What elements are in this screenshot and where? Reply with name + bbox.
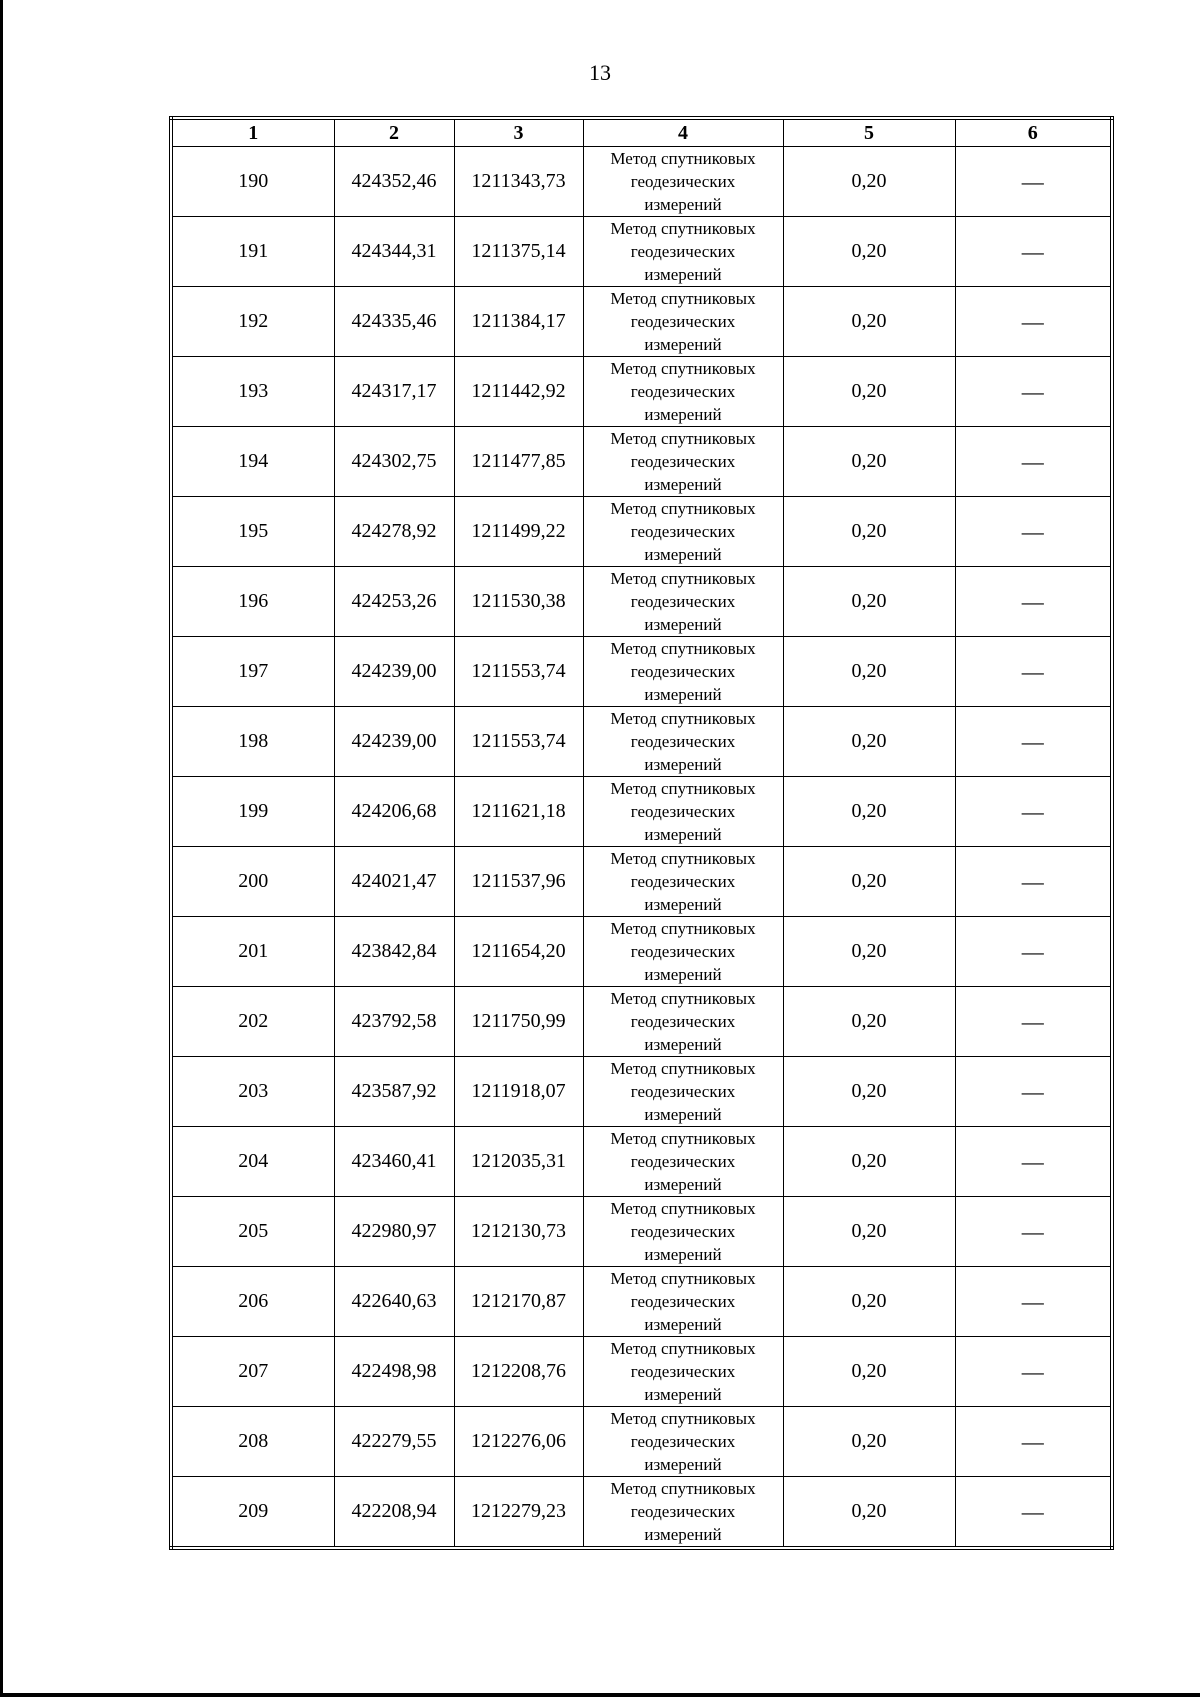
accuracy-cell: 0,20 [783,917,955,987]
method-cell [583,1197,783,1267]
accuracy-cell: 0,20 [783,1197,955,1267]
method-line: геодезических [630,592,736,611]
y-coordinate-cell: 1212130,73 [454,1197,583,1267]
x-coordinate-cell: 423587,92 [334,1057,454,1127]
method-cell [583,1477,783,1549]
accuracy-cell: 0,20 [783,1267,955,1337]
page-number: 13 [589,60,611,85]
y-coordinate-cell: 1211918,07 [454,1057,583,1127]
column-header-6: 6 [955,118,1112,147]
point-number-cell: 194 [171,427,334,497]
point-number-cell: 206 [171,1267,334,1337]
x-coordinate-cell: 424239,00 [334,707,454,777]
x-coordinate-cell: 424239,00 [334,637,454,707]
y-coordinate-cell: 1211384,17 [454,287,583,357]
accuracy-cell: 0,20 [783,427,955,497]
y-coordinate-cell: 1211499,22 [454,497,583,567]
point-number-cell: 197 [171,637,334,707]
x-coordinate-cell: 424206,68 [334,777,454,847]
method-line: Метод спутниковых [610,779,756,798]
method-line: геодезических [630,242,736,261]
table-row [171,637,1112,707]
method-line: геодезических [630,1152,736,1171]
method-cell [583,1267,783,1337]
method-line: измерений [644,965,722,984]
method-line: геодезических [630,802,736,821]
x-coordinate-cell: 423842,84 [334,917,454,987]
x-coordinate-cell: 424302,75 [334,427,454,497]
method-line: геодезических [630,1082,736,1101]
note-cell: — [955,1197,1112,1267]
method-cell [583,637,783,707]
column-header-5: 5 [783,118,955,147]
table-header-row [171,118,1112,147]
method-cell [583,147,783,217]
method-line: измерений [644,1175,722,1194]
table-row [171,987,1112,1057]
method-cell [583,1407,783,1477]
method-line: Метод спутниковых [610,1199,756,1218]
note-cell: — [955,1477,1112,1549]
table-row [171,497,1112,567]
method-line: измерений [644,1105,722,1124]
method-line: Метод спутниковых [610,1339,756,1358]
accuracy-cell: 0,20 [783,497,955,567]
y-coordinate-cell: 1211750,99 [454,987,583,1057]
method-line: измерений [644,685,722,704]
accuracy-cell: 0,20 [783,1127,955,1197]
method-line: измерений [644,755,722,774]
method-cell [583,847,783,917]
method-line: Метод спутниковых [610,1059,756,1078]
method-cell [583,917,783,987]
table-row [171,707,1112,777]
note-cell: — [955,1127,1112,1197]
table-row [171,1197,1112,1267]
point-number-cell: 209 [171,1477,334,1549]
point-number-cell: 196 [171,567,334,637]
note-cell: — [955,847,1112,917]
point-number-cell: 200 [171,847,334,917]
y-coordinate-cell: 1212279,23 [454,1477,583,1549]
note-cell: — [955,987,1112,1057]
table-row [171,917,1112,987]
method-line: геодезических [630,732,736,751]
point-number-cell: 202 [171,987,334,1057]
method-line: геодезических [630,172,736,191]
y-coordinate-cell: 1212170,87 [454,1267,583,1337]
table-row [171,427,1112,497]
method-cell [583,217,783,287]
method-line: Метод спутниковых [610,569,756,588]
x-coordinate-cell: 424335,46 [334,287,454,357]
method-cell [583,1057,783,1127]
method-line: геодезических [630,1222,736,1241]
accuracy-cell: 0,20 [783,847,955,917]
point-number-cell: 204 [171,1127,334,1197]
note-cell: — [955,1267,1112,1337]
method-cell [583,1127,783,1197]
column-header-3: 3 [454,118,583,147]
x-coordinate-cell: 424021,47 [334,847,454,917]
method-line: измерений [644,1245,722,1264]
note-cell: — [955,567,1112,637]
method-line: измерений [644,825,722,844]
x-coordinate-cell: 422640,63 [334,1267,454,1337]
table-row [171,287,1112,357]
column-header-1: 1 [171,118,334,147]
method-line: измерений [644,1385,722,1404]
method-cell [583,497,783,567]
method-line: геодезических [630,1012,736,1031]
method-line: измерений [644,1035,722,1054]
y-coordinate-cell: 1212276,06 [454,1407,583,1477]
accuracy-cell: 0,20 [783,637,955,707]
x-coordinate-cell: 423792,58 [334,987,454,1057]
note-cell: — [955,217,1112,287]
x-coordinate-cell: 424253,26 [334,567,454,637]
x-coordinate-cell: 424344,31 [334,217,454,287]
x-coordinate-cell: 424278,92 [334,497,454,567]
accuracy-cell: 0,20 [783,987,955,1057]
method-line: геодезических [630,1292,736,1311]
method-line: Метод спутниковых [610,849,756,868]
method-line: Метод спутниковых [610,1479,756,1498]
method-line: измерений [644,475,722,494]
accuracy-cell: 0,20 [783,147,955,217]
method-line: Метод спутниковых [610,1269,756,1288]
point-number-cell: 203 [171,1057,334,1127]
x-coordinate-cell: 424317,17 [334,357,454,427]
table-row [171,1057,1112,1127]
y-coordinate-cell: 1211553,74 [454,637,583,707]
point-number-cell: 205 [171,1197,334,1267]
method-line: измерений [644,195,722,214]
note-cell: — [955,1407,1112,1477]
coordinates-table [169,116,1114,1550]
method-cell [583,357,783,427]
table-row [171,847,1112,917]
method-line: измерений [644,545,722,564]
method-line: геодезических [630,312,736,331]
accuracy-cell: 0,20 [783,217,955,287]
note-cell: — [955,1337,1112,1407]
method-line: измерений [644,265,722,284]
method-cell [583,287,783,357]
y-coordinate-cell: 1211621,18 [454,777,583,847]
note-cell: — [955,427,1112,497]
column-header-4: 4 [583,118,783,147]
method-cell [583,707,783,777]
method-line: измерений [644,895,722,914]
table-row [171,357,1112,427]
point-number-cell: 199 [171,777,334,847]
x-coordinate-cell: 424352,46 [334,147,454,217]
accuracy-cell: 0,20 [783,1407,955,1477]
accuracy-cell: 0,20 [783,1477,955,1549]
table-row [171,147,1112,217]
table-row [171,1407,1112,1477]
point-number-cell: 201 [171,917,334,987]
method-line: Метод спутниковых [610,359,756,378]
method-cell [583,777,783,847]
x-coordinate-cell: 422279,55 [334,1407,454,1477]
point-number-cell: 193 [171,357,334,427]
note-cell: — [955,497,1112,567]
method-line: Метод спутниковых [610,499,756,518]
table-row [171,1127,1112,1197]
y-coordinate-cell: 1211343,73 [454,147,583,217]
method-line: Метод спутниковых [610,219,756,238]
point-number-cell: 190 [171,147,334,217]
y-coordinate-cell: 1211530,38 [454,567,583,637]
method-line: Метод спутниковых [610,289,756,308]
x-coordinate-cell: 422980,97 [334,1197,454,1267]
y-coordinate-cell: 1211654,20 [454,917,583,987]
accuracy-cell: 0,20 [783,777,955,847]
method-cell [583,1337,783,1407]
method-line: геодезических [630,1432,736,1451]
accuracy-cell: 0,20 [783,707,955,777]
note-cell: — [955,917,1112,987]
y-coordinate-cell: 1212035,31 [454,1127,583,1197]
method-line: геодезических [630,662,736,681]
method-line: геодезических [630,452,736,471]
accuracy-cell: 0,20 [783,1337,955,1407]
table-row [171,1337,1112,1407]
method-line: Метод спутниковых [610,1129,756,1148]
accuracy-cell: 0,20 [783,567,955,637]
note-cell: — [955,357,1112,427]
method-line: геодезических [630,872,736,891]
point-number-cell: 192 [171,287,334,357]
y-coordinate-cell: 1211442,92 [454,357,583,427]
method-line: измерений [644,405,722,424]
method-line: Метод спутниковых [610,149,756,168]
method-line: измерений [644,1315,722,1334]
method-line: Метод спутниковых [610,989,756,1008]
point-number-cell: 195 [171,497,334,567]
method-line: измерений [644,1455,722,1474]
point-number-cell: 198 [171,707,334,777]
point-number-cell: 191 [171,217,334,287]
x-coordinate-cell: 422208,94 [334,1477,454,1549]
column-header-2: 2 [334,118,454,147]
table-row [171,777,1112,847]
method-line: измерений [644,615,722,634]
method-cell [583,987,783,1057]
table-row [171,567,1112,637]
method-cell [583,567,783,637]
method-line: Метод спутниковых [610,709,756,728]
scan-edge-left [0,0,3,1697]
y-coordinate-cell: 1211553,74 [454,707,583,777]
method-line: Метод спутниковых [610,1409,756,1428]
note-cell: — [955,637,1112,707]
method-line: геодезических [630,1502,736,1521]
table-row [171,217,1112,287]
note-cell: — [955,777,1112,847]
method-line: Метод спутниковых [610,429,756,448]
note-cell: — [955,287,1112,357]
accuracy-cell: 0,20 [783,287,955,357]
accuracy-cell: 0,20 [783,1057,955,1127]
table-row [171,1477,1112,1549]
y-coordinate-cell: 1211375,14 [454,217,583,287]
table-body [171,147,1112,1549]
method-line: геодезических [630,522,736,541]
point-number-cell: 208 [171,1407,334,1477]
scan-edge-bottom [0,1693,1200,1697]
x-coordinate-cell: 423460,41 [334,1127,454,1197]
accuracy-cell: 0,20 [783,357,955,427]
method-line: измерений [644,1525,722,1544]
method-line: измерений [644,335,722,354]
note-cell: — [955,1057,1112,1127]
method-line: геодезических [630,1362,736,1381]
table-row [171,1267,1112,1337]
y-coordinate-cell: 1211537,96 [454,847,583,917]
point-number-cell: 207 [171,1337,334,1407]
method-line: Метод спутниковых [610,919,756,938]
method-line: геодезических [630,382,736,401]
y-coordinate-cell: 1211477,85 [454,427,583,497]
method-cell [583,427,783,497]
y-coordinate-cell: 1212208,76 [454,1337,583,1407]
method-line: Метод спутниковых [610,639,756,658]
x-coordinate-cell: 422498,98 [334,1337,454,1407]
note-cell: — [955,147,1112,217]
note-cell: — [955,707,1112,777]
method-line: геодезических [630,942,736,961]
